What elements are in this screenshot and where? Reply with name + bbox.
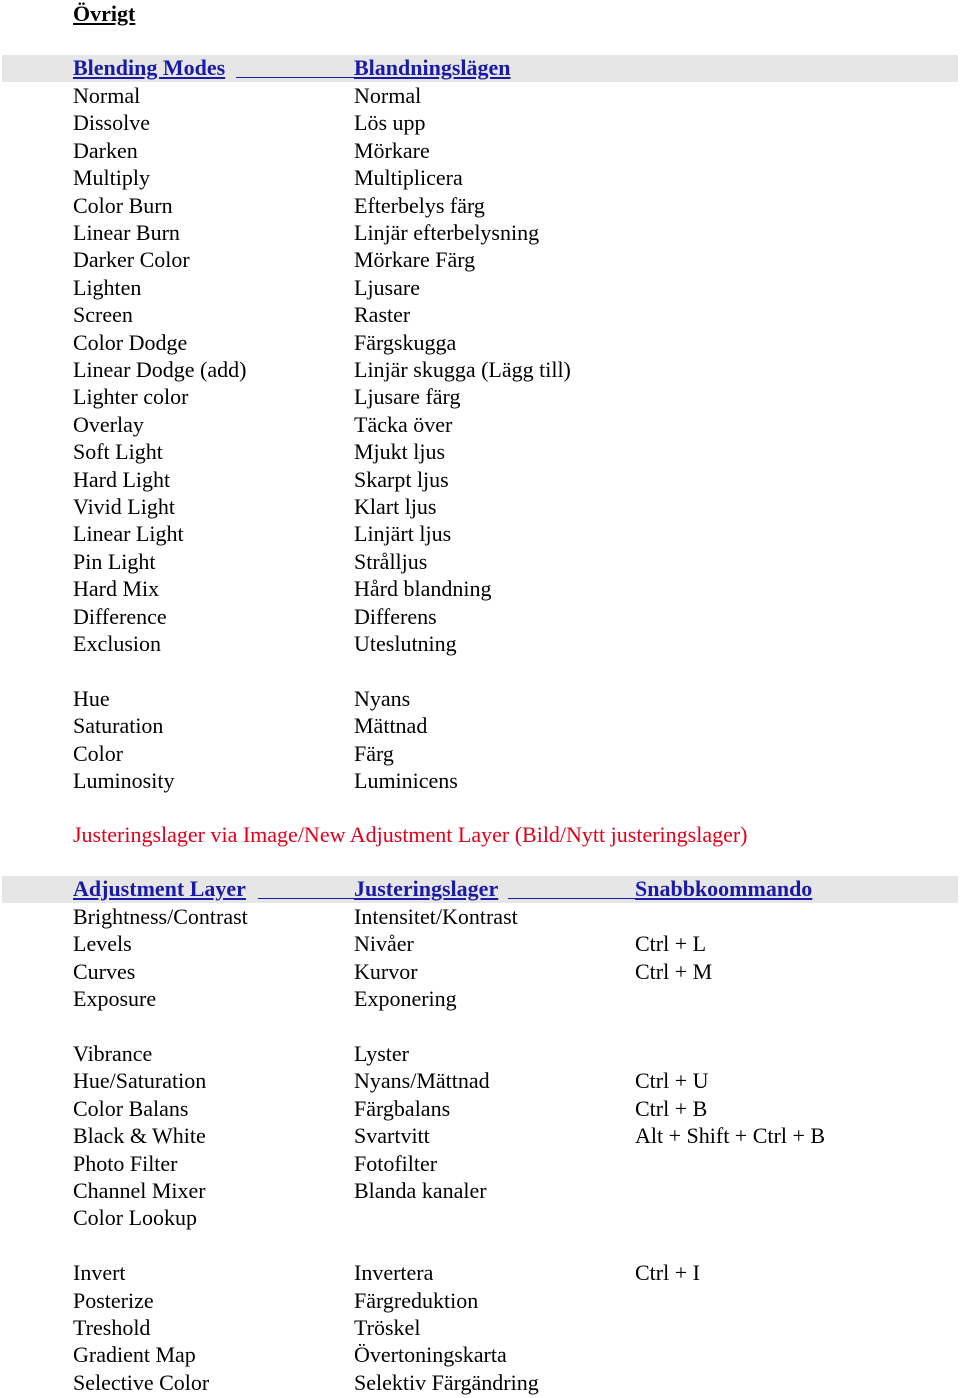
mode-name-en: Darker Color (73, 247, 190, 273)
table-row (0, 164, 960, 191)
table-row (0, 1287, 960, 1314)
table-row (0, 1150, 960, 1177)
layer-name-en: Gradient Map (73, 1342, 196, 1368)
table-row (0, 985, 960, 1012)
mode-name-en: Hard Mix (73, 576, 160, 602)
table-row (0, 356, 960, 383)
table-row (0, 1314, 960, 1341)
mode-name-sv: Ljusare (354, 274, 420, 300)
mode-name-en: Difference (73, 603, 167, 629)
layer-name-en: Curves (73, 958, 136, 984)
mode-name-en: Screen (73, 302, 133, 328)
blending-header-underline (236, 77, 354, 78)
mode-name-sv: Färgskugga (354, 329, 457, 355)
mode-name-en: Multiply (73, 165, 151, 191)
layer-name-en: Posterize (73, 1287, 154, 1313)
layer-name-en: Color Lookup (73, 1205, 198, 1231)
table-row (0, 1095, 960, 1122)
mode-name-en: Color (73, 740, 124, 766)
layer-name-en: Selective Color (73, 1369, 210, 1395)
mode-name-sv: Lös upp (354, 110, 426, 136)
table-row (0, 958, 960, 985)
blending-header-en[interactable]: Blending Modes (73, 55, 226, 80)
adjustment-note: Justeringslager via Image/New Adjustment Layer (Bild/Nytt justeringslager) (73, 822, 748, 847)
mode-name-sv: Klart ljus (354, 494, 437, 519)
mode-name-en: Linear Light (73, 521, 184, 547)
table-row (0, 246, 960, 273)
table-row (0, 903, 960, 930)
mode-name-sv: Hård blandning (354, 576, 492, 602)
layer-name-en: Brightness/Contrast (73, 904, 248, 929)
mode-name-sv: Mörkare (354, 137, 430, 163)
table-row (0, 685, 960, 712)
mode-name-sv: Differens (354, 603, 437, 629)
mode-name-en: Linear Burn (73, 220, 180, 245)
mode-name-en: Lighter color (73, 384, 189, 410)
layer-name-en: Exposure (73, 986, 157, 1012)
page-title: Övrigt (73, 1, 136, 26)
table-row (0, 1067, 960, 1094)
table-row (0, 438, 960, 465)
mode-name-en: Lighten (73, 274, 142, 300)
layer-name-sv: Färgbalans (354, 1095, 451, 1121)
table-row (0, 383, 960, 410)
mode-name-en: Hard Light (73, 466, 171, 492)
layer-name-en: Invert (73, 1260, 126, 1286)
adjustment-header-underline-1 (258, 898, 354, 899)
table-row (0, 575, 960, 602)
table-row (0, 192, 960, 219)
mode-name-sv: Linjär efterbelysning (354, 220, 540, 245)
mode-name-sv: Efterbelys färg (354, 192, 485, 218)
table-row (0, 1204, 960, 1231)
layer-name-en: Color Balans (73, 1095, 189, 1121)
table-row (0, 493, 960, 520)
layer-shortcut: Ctrl + M (635, 958, 713, 984)
layer-name-sv: Svartvitt (354, 1123, 430, 1149)
table-row (0, 1259, 960, 1286)
layer-name-sv: Nyans/Mättnad (354, 1068, 490, 1094)
table-row (0, 82, 960, 109)
layer-name-sv: Lyster (354, 1041, 409, 1066)
layer-name-en: Hue/Saturation (73, 1068, 207, 1094)
mode-name-sv: Ljusare färg (354, 384, 461, 410)
mode-name-sv: Linjär skugga (Lägg till) (354, 357, 571, 382)
table-row (0, 137, 960, 164)
table-row (0, 1341, 960, 1368)
mode-name-en: Soft Light (73, 439, 163, 465)
layer-shortcut: Ctrl + B (635, 1095, 708, 1121)
layer-name-sv: Blanda kanaler (354, 1178, 487, 1203)
mode-name-sv: Mörkare Färg (354, 247, 476, 273)
mode-name-sv: Nyans (354, 685, 411, 711)
mode-name-sv: Raster (354, 302, 411, 328)
mode-name-en: Normal (73, 83, 141, 108)
adjustment-header-underline-2 (508, 898, 635, 899)
table-row (0, 301, 960, 328)
mode-name-sv: Täcka över (354, 411, 453, 437)
layer-name-sv: Selektiv Färgändring (354, 1369, 539, 1395)
table-row (0, 520, 960, 547)
mode-name-en: Color Burn (73, 192, 173, 218)
layer-name-en: Vibrance (73, 1041, 153, 1066)
table-row (0, 630, 960, 657)
table-row (0, 219, 960, 246)
blending-header-sv[interactable]: Blandningslägen (354, 55, 511, 80)
mode-name-sv: Multiplicera (354, 165, 463, 191)
layer-shortcut: Ctrl + U (635, 1068, 709, 1094)
mode-name-en: Dissolve (73, 110, 150, 136)
layer-shortcut: Alt + Shift + Ctrl + B (635, 1123, 826, 1149)
layer-name-sv: Övertoningskarta (354, 1342, 507, 1368)
adjustment-header-en[interactable]: Adjustment Layer (73, 876, 246, 901)
layer-name-en: Photo Filter (73, 1150, 178, 1176)
layer-name-sv: Intensitet/Kontrast (354, 904, 518, 929)
mode-name-en: Pin Light (73, 548, 156, 574)
layer-name-en: Levels (73, 931, 132, 957)
mode-name-en: Linear Dodge (add) (73, 357, 247, 382)
layer-name-sv: Fotofilter (354, 1150, 438, 1176)
mode-name-sv: Mättnad (354, 713, 428, 739)
mode-name-sv: Linjärt ljus (354, 521, 452, 547)
table-row (0, 1122, 960, 1149)
mode-name-sv: Normal (354, 83, 422, 108)
mode-name-en: Vivid Light (73, 494, 175, 519)
mode-name-sv: Skarpt ljus (354, 466, 449, 492)
mode-name-en: Exclusion (73, 631, 161, 656)
layer-name-sv: Invertera (354, 1260, 434, 1286)
mode-name-sv: Strålljus (354, 548, 428, 574)
table-row (0, 1177, 960, 1204)
table-row (0, 411, 960, 438)
mode-name-sv: Luminicens (354, 768, 458, 793)
mode-name-sv: Färg (354, 740, 394, 766)
layer-name-sv: Kurvor (354, 958, 418, 984)
table-row (0, 767, 960, 794)
table-row (0, 466, 960, 493)
table-row (0, 329, 960, 356)
table-row (0, 548, 960, 575)
mode-name-en: Hue (73, 685, 110, 711)
adjustment-header-shortcut[interactable]: Snabbkoommando (635, 876, 813, 901)
table-row (0, 603, 960, 630)
mode-name-en: Color Dodge (73, 329, 188, 355)
layer-name-sv: Nivåer (354, 931, 414, 957)
layer-name-en: Black & White (73, 1123, 206, 1149)
layer-shortcut: Ctrl + I (635, 1260, 700, 1286)
mode-name-sv: Mjukt ljus (354, 439, 446, 465)
table-row (0, 109, 960, 136)
layer-name-en: Treshold (73, 1315, 151, 1340)
table-row (0, 740, 960, 767)
adjustment-header-row (0, 875, 960, 902)
table-row (0, 712, 960, 739)
mode-name-en: Saturation (73, 713, 164, 739)
mode-name-sv: Uteslutning (354, 631, 457, 656)
table-row (0, 1369, 960, 1396)
mode-name-en: Darken (73, 137, 138, 163)
layer-name-sv: Exponering (354, 986, 457, 1012)
blending-header-row (0, 54, 960, 81)
layer-name-sv: Tröskel (354, 1315, 421, 1340)
mode-name-en: Overlay (73, 411, 144, 437)
mode-name-en: Luminosity (73, 768, 175, 793)
adjustment-header-sv[interactable]: Justeringslager (354, 876, 499, 901)
table-row (0, 274, 960, 301)
layer-name-sv: Färgreduktion (354, 1287, 479, 1313)
layer-shortcut: Ctrl + L (635, 931, 707, 957)
table-row (0, 1040, 960, 1067)
table-row (0, 930, 960, 957)
layer-name-en: Channel Mixer (73, 1178, 206, 1203)
